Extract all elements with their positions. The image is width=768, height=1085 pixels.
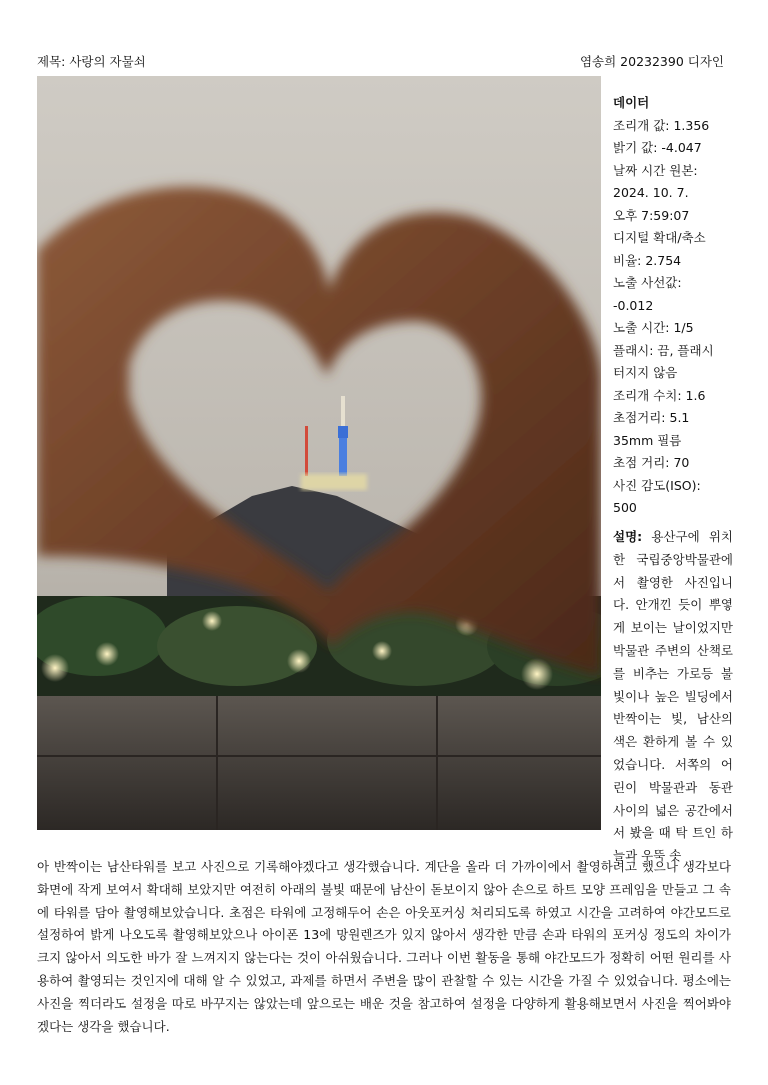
metadata-row: 조리개 값: 1.356 [613, 117, 710, 133]
metadata-panel [613, 92, 733, 520]
metadata-row: 초점 거리: 70 [613, 455, 690, 470]
metadata-row: 35mm 필름 [613, 432, 682, 448]
description-column-text: 용산구에 위치한 국립중앙박물관에서 촬영한 사진입니다. 안개낀 듯이 뿌옇게 보이는 날이었지만 박물관 주변의 산책로를 비추는 가로등 불빛이나 높은 빌딩에서 반짝이는 빛, 남산의 색은 환하게 볼 수 있었습니다. 서쪽의 어린이 박물관과 동관 사이의 넓은 공간에서서 봤을 때 탁 트인 하늘과 우뚝 솟 [613, 529, 733, 864]
metadata-row: 비율: 2.754 [613, 252, 682, 268]
metadata-row: 날짜 시간 원본: [613, 162, 698, 178]
photo-heart-hands-namsan-tower [37, 76, 601, 830]
metadata-row: 플래시: 끔, 플래시 [613, 342, 714, 358]
metadata-row: 터지지 않음 [613, 365, 678, 380]
description-column [613, 526, 733, 868]
metadata-row: 디지털 확대/축소 [613, 230, 706, 245]
metadata-row: 밝기 값: -4.047 [613, 140, 702, 155]
description-label: 설명: [613, 529, 643, 544]
photo-illustration [37, 76, 601, 830]
metadata-row: 오후 7:59:07 [613, 207, 690, 223]
metadata-row: -0.012 [613, 297, 654, 313]
metadata-list [613, 92, 733, 520]
metadata-row: 노출 시간: 1/5 [613, 320, 694, 335]
metadata-row: 사진 감도(ISO): [613, 477, 701, 493]
stone-wall [37, 696, 601, 830]
metadata-row: 노출 사선값: [613, 275, 682, 290]
metadata-row: 초점거리: 5.1 [613, 410, 690, 425]
metadata-row: 2024. 10. 7. [613, 185, 689, 200]
description-full-width: 아 반짝이는 남산타워를 보고 사진으로 기록해야겠다고 생각했습니다. 계단을 올라 더 가까이에서 촬영하려고 했으나 생각보다 화면에 작게 보여서 확대해 보았지만 여전히 아래의 불빛 때문에 남산이 돋보이지 않아 손으로 하트 모양 프레임을 만들고 그 속에 타워를 담아 촬영해보았습니다. 초점은 타워에 고정해두어 손은 아웃포커싱 처리되도록 하였고 시간을 고려하여 야간모드로 설정하여 밝게 나오도록 촬영해보았으나 아이폰 13에 망원렌즈가 있지 않아서 생각한 만큼 손과 타워의 포커싱 정도의 차이가 크지 않아서 의도한 바가 잘 느껴지지 않는다는 것이 아쉬웠습니다. 그러나 이번 활동을 통해 야간모드가 정확히 어떤 원리를 사용하여 촬영되는 것인지에 대해 알 수 있었고, 과제를 하면서 주변을 많이 관찰할 수 있는 시간을 가질 수 있었습니다. 평소에는 사진을 찍더라도 설정을 따로 바꾸지는 않았는데 앞으로는 배운 것을 참고하여 설정을 다양하게 활용해보면서 사진을 찍어봐야겠다는 생각을 했습니다. [37, 859, 731, 1034]
author-info: 염송희 20232390 디자인 [579, 54, 724, 69]
metadata-row: 500 [613, 500, 637, 515]
metadata-heading: 데이터 [613, 95, 650, 110]
document-title: 제목: 사랑의 자물쇠 [37, 54, 146, 69]
metadata-row: 조리개 수치: 1.6 [613, 387, 706, 403]
